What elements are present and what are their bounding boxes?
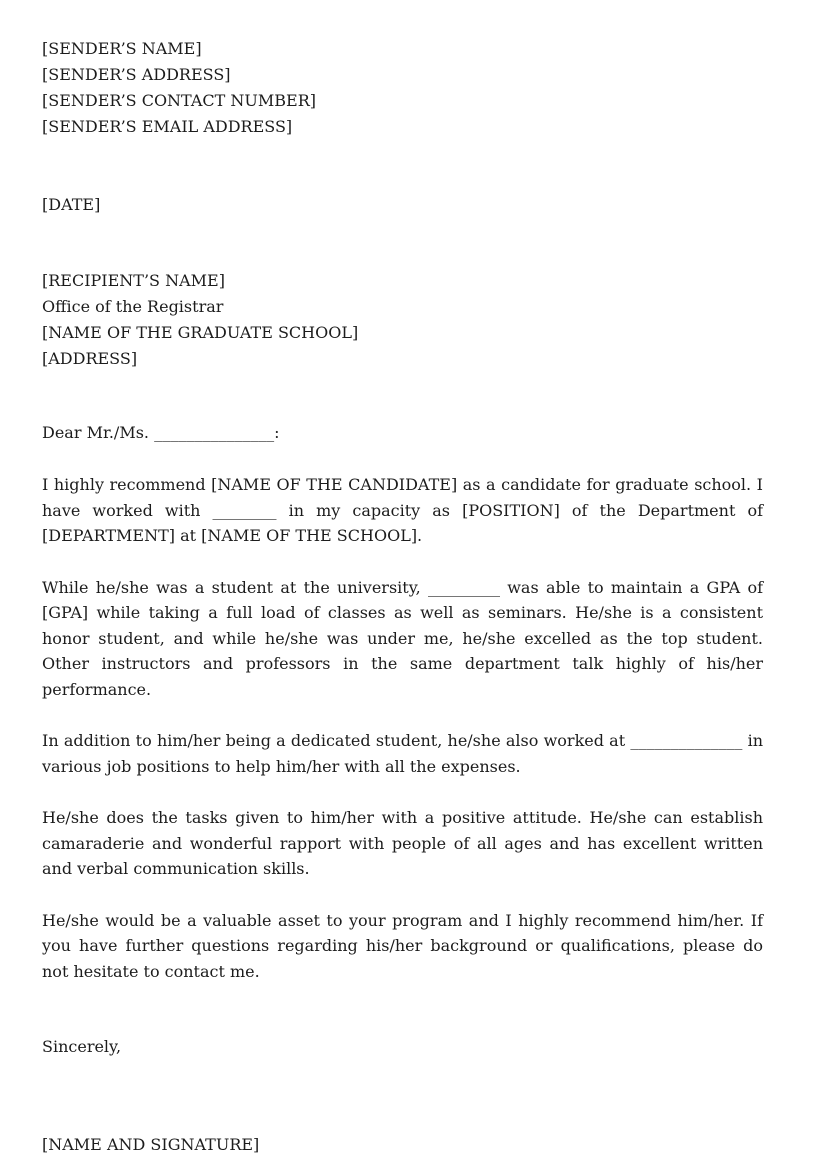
- sender-address: [SENDER’S ADDRESS]: [42, 65, 231, 84]
- paragraph-closing-endorsement: He/she would be a valuable asset to your program and I highly recommend him/her. If you have further questions regarding his/her background or qualifications, please do not hesitate to contact me.: [42, 910, 763, 981]
- paragraph-personal-qualities: He/she does the tasks given to him/her with a positive attitude. He/she can establish camaraderie and wonderful rapport with people of all ages and has excellent written and verbal communication skills.: [42, 808, 763, 878]
- paragraph-academic-performance: While he/she was a student at the university, _________ was able to maintain a GPA of [GPA] while taking a full load of classes as well as seminars. He/she is a consistent honor student, and while he/she was under me, he/she excelled as the top student. Other instructors and professors in the same department talk highly of his/her performance.: [42, 577, 763, 699]
- recipient-office: Office of the Registrar: [42, 297, 224, 316]
- recipient-school: [NAME OF THE GRADUATE SCHOOL]: [42, 323, 359, 342]
- recipient-name: [RECIPIENT’S NAME]: [42, 271, 225, 290]
- sender-block: [42, 36, 763, 140]
- recipient-block: [42, 268, 763, 372]
- paragraph-work-experience: In addition to him/her being a dedicated student, he/she also worked at ______________ in various job positions to help him/her with all the expenses.: [42, 731, 763, 776]
- sender-contact-number: [SENDER’S CONTACT NUMBER]: [42, 91, 316, 110]
- date-line: [DATE]: [42, 195, 101, 214]
- salutation-line: Dear Mr./Ms. _______________:: [42, 423, 280, 442]
- signature-line: [NAME AND SIGNATURE]: [42, 1135, 260, 1154]
- paragraph-recommendation-intro: I highly recommend [NAME OF THE CANDIDATE] as a candidate for graduate school. I have worked with ________ in my capacity as [POSITION] of the Department of [DEPARTMENT] at [NAME OF THE SCHOOL].: [42, 475, 763, 545]
- recipient-address: [ADDRESS]: [42, 349, 138, 368]
- sender-name: [SENDER’S NAME]: [42, 39, 202, 58]
- sender-email-address: [SENDER’S EMAIL ADDRESS]: [42, 117, 293, 136]
- closing-line: Sincerely,: [42, 1037, 122, 1056]
